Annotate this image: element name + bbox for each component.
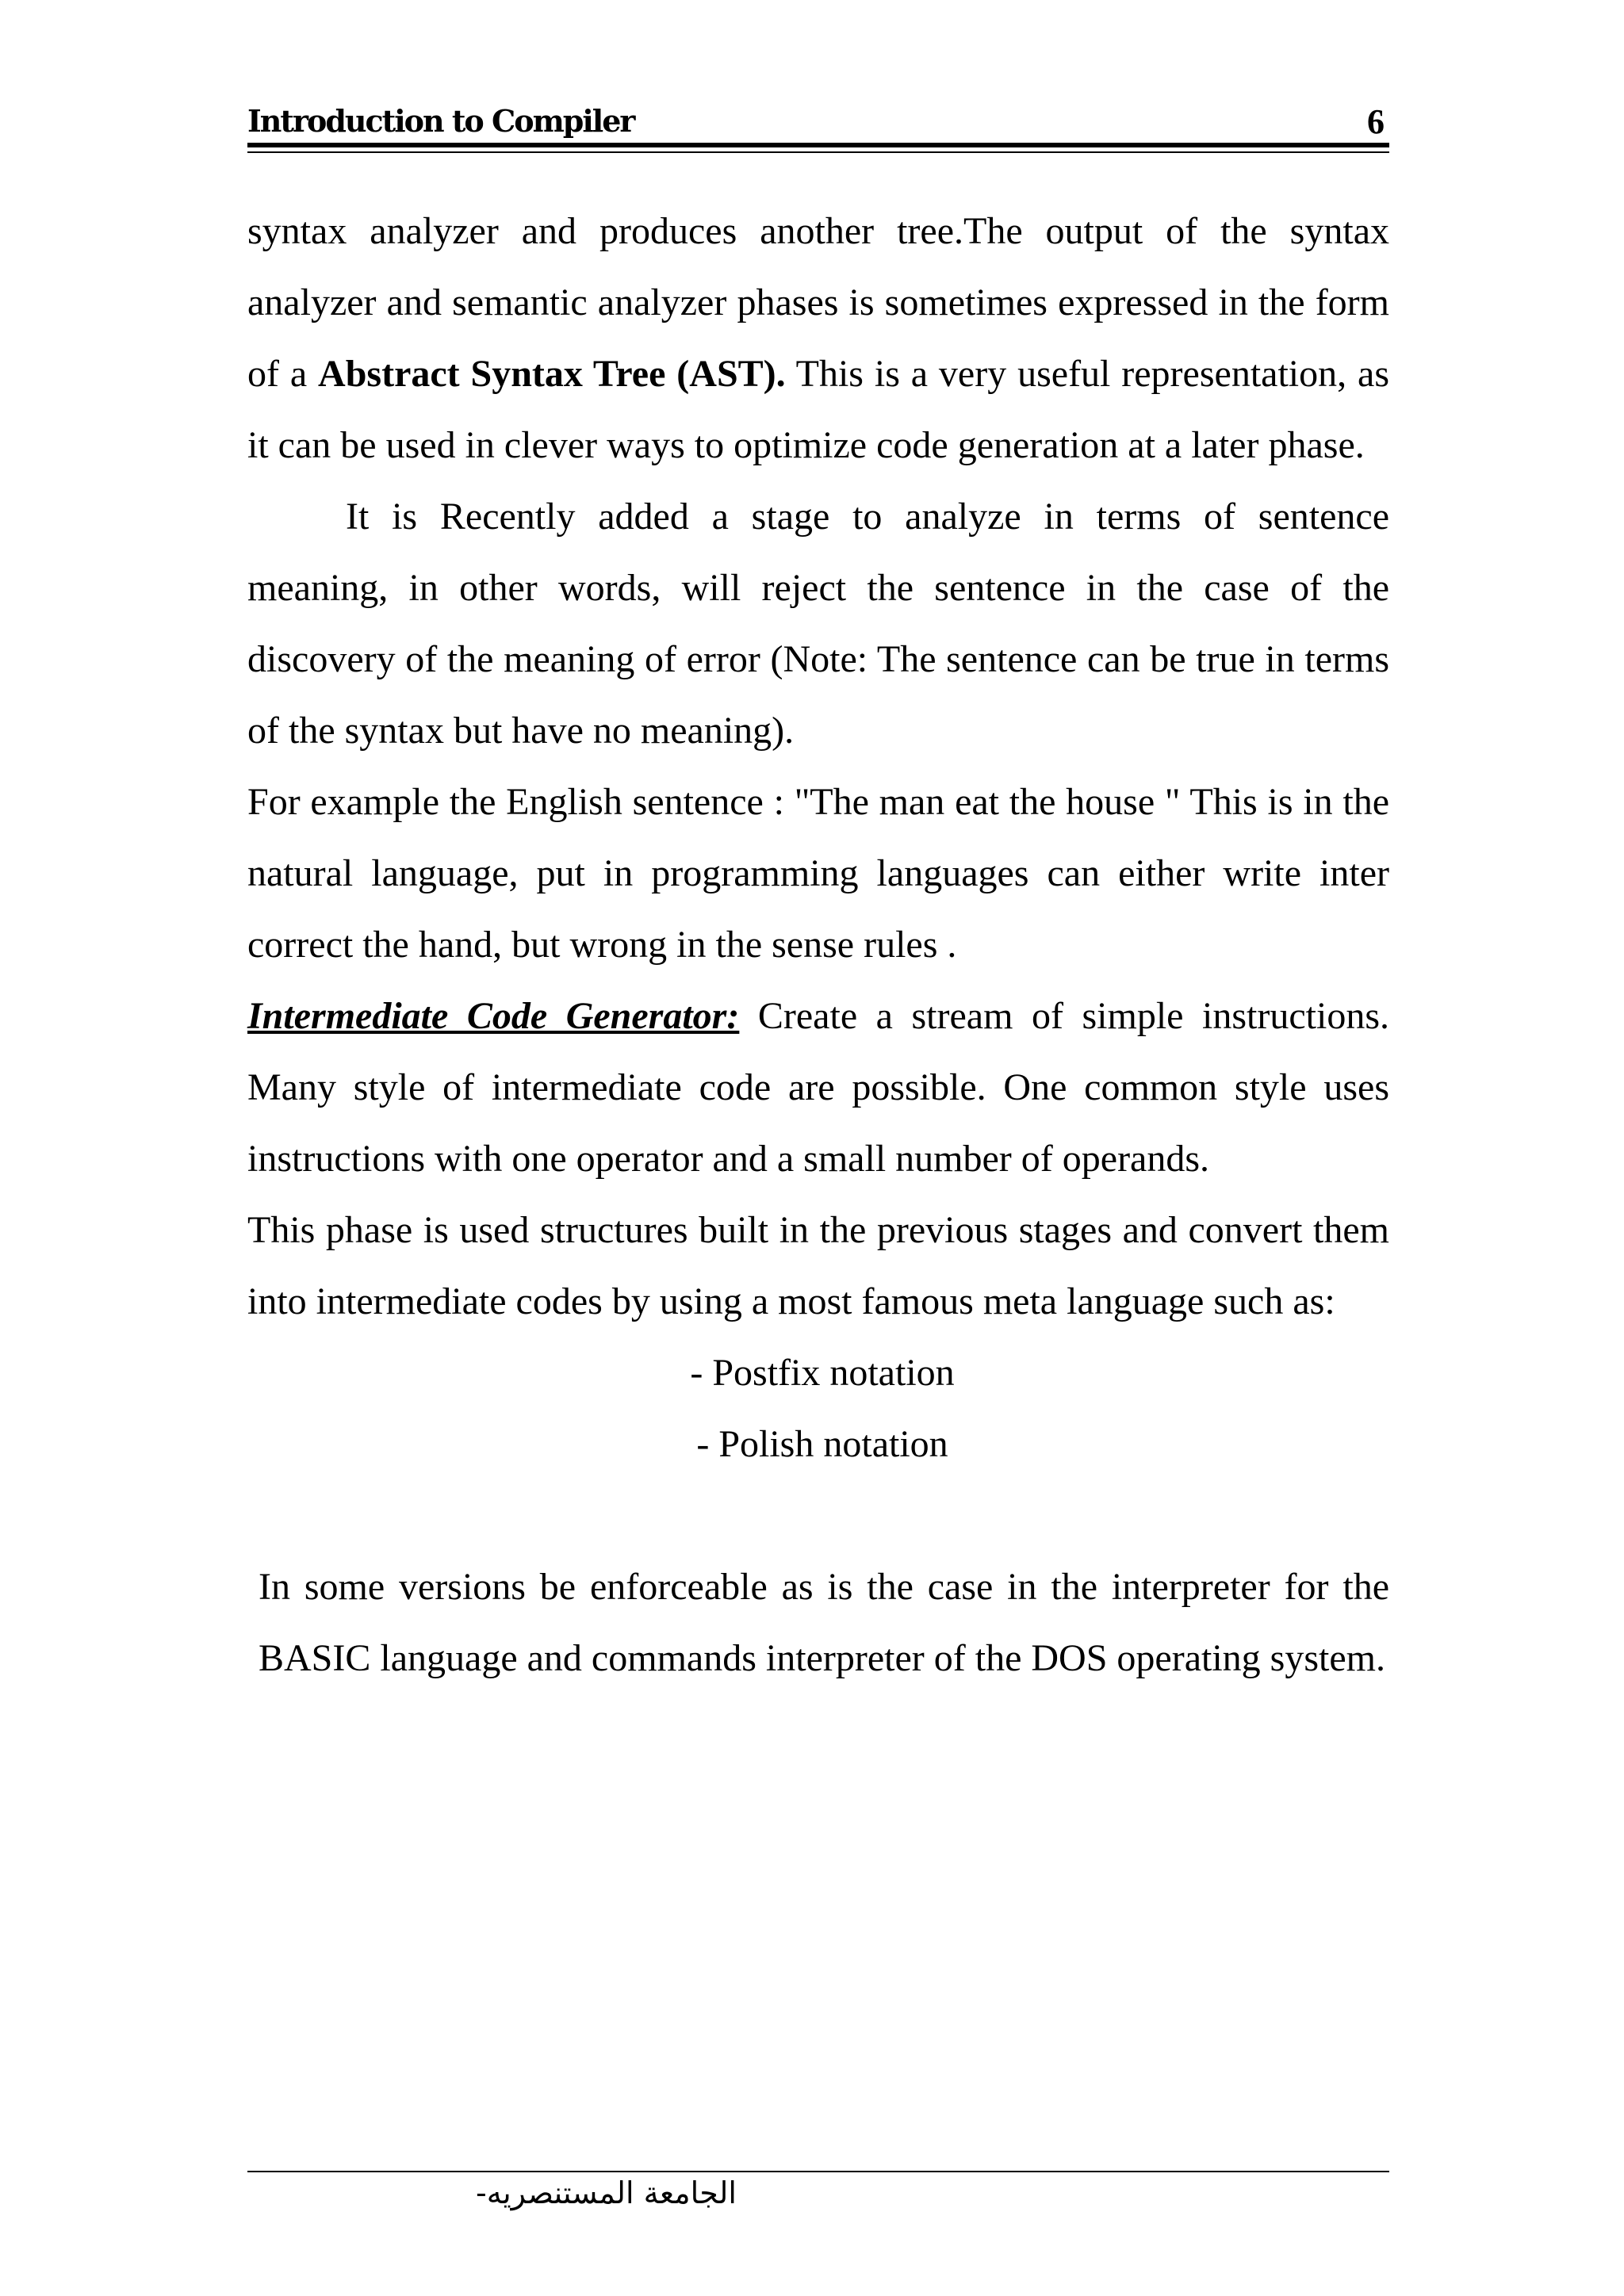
footer-rule [247, 2171, 1389, 2172]
header-rule-thick [247, 143, 1389, 147]
ast-bold-term: Abstract Syntax Tree (AST). [318, 353, 786, 395]
paragraph-phase-usage: This phase is used structures built in the previous stages and convert them into intermediate codes by using a most famous meta language such as: [247, 1209, 1389, 1322]
paragraph-ast-text-after: This is a very useful representation, as it can be used in clever ways to optimize code generation at a later phase. [247, 353, 1389, 466]
paragraph-example: For example the English sentence : "The man eat the house " This is in the natural language, put in programming languages can either write inter correct the hand, but wrong in the sense rules . [247, 781, 1389, 966]
paragraph-interpreter: In some versions be enforceable as is the case in the interpreter for the BASIC language and commands interpreter of the DOS operating system. [259, 1566, 1389, 1679]
spacer [247, 1480, 1389, 1552]
paragraph-ast [247, 196, 1389, 481]
header-title: Introduction to Compiler [247, 103, 634, 139]
section-term-intermediate-code-generator: Intermediate Code Generator: [247, 995, 740, 1037]
page-header [247, 98, 1389, 146]
footer-university-name: الجامعة المستنصريه- [476, 2175, 737, 2210]
paragraph-intermediate-code [247, 981, 1389, 1195]
header-rule-thin [247, 151, 1389, 153]
page-body [247, 196, 1389, 1694]
list-item-postfix: - Postfix notation [690, 1352, 955, 1394]
paragraph-intermediate-code-text: Create a stream of simple instructions. Many style of intermediate code are possible. One common style uses instructions with one operator and a small number of operands. [247, 995, 1389, 1180]
paragraph-semantic-stage: It is Recently added a stage to analyze in terms of sentence meaning, in other words, will reject the sentence in the case of the discovery of the meaning of error (Note: The sentence can be true in terms of the syntax but have no meaning). [247, 496, 1389, 752]
paragraph-ast-text-before: syntax analyzer and produces another tree.The output of the syntax analyzer and semantic analyzer phases is sometimes expressed in the form of a [247, 210, 1389, 395]
list-item-polish: - Polish notation [696, 1423, 948, 1465]
page-number: 6 [1367, 102, 1385, 141]
